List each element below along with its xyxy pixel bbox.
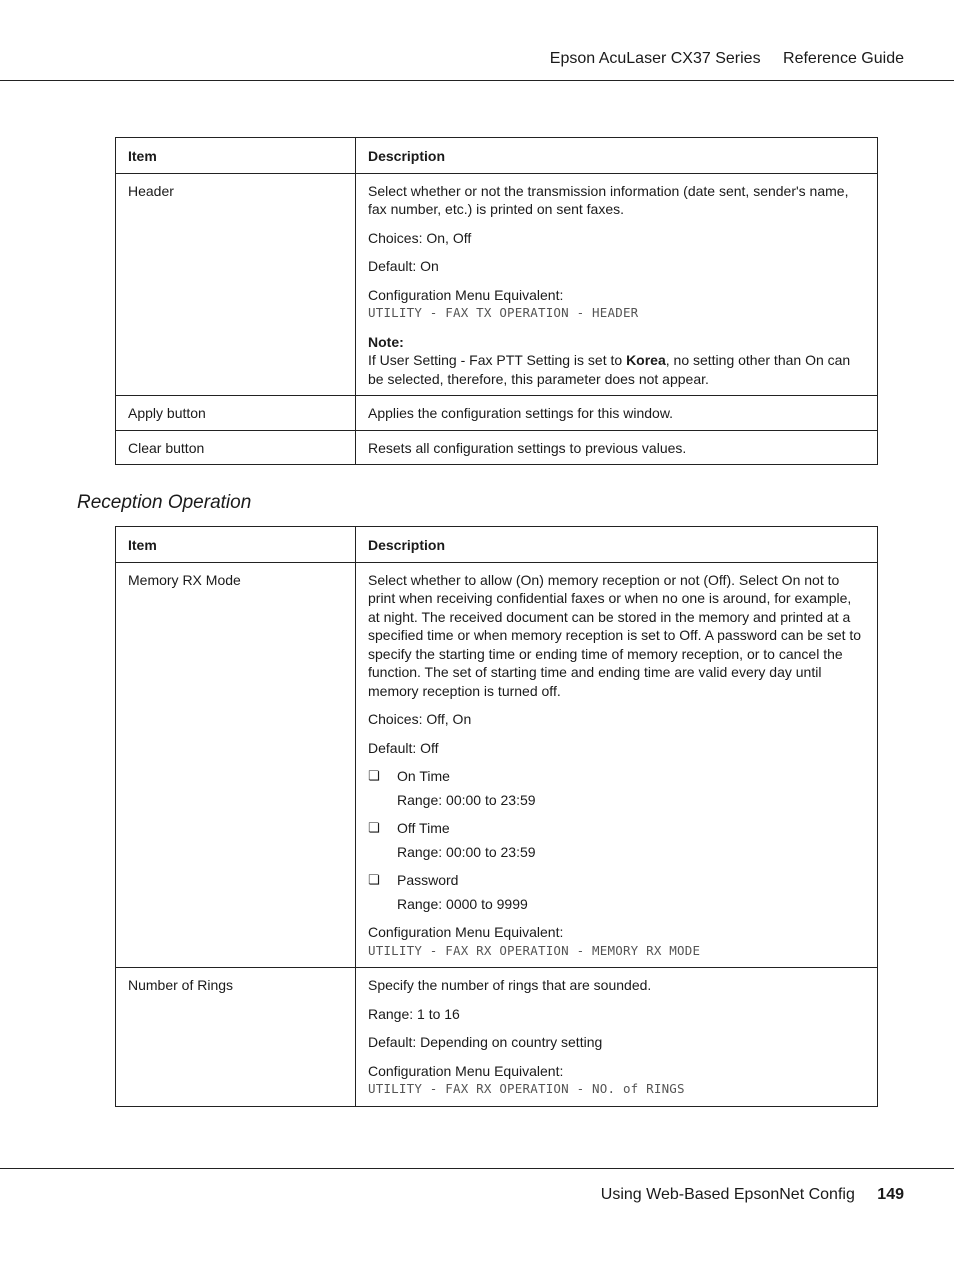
config-equivalent (368, 1062, 865, 1099)
choices-text: Choices: Off, On (368, 711, 472, 727)
default-text: Default: Off (368, 739, 439, 756)
bullet-item (368, 871, 865, 890)
table-row (116, 396, 878, 431)
running-footer (601, 1186, 904, 1204)
product-name: Epson AcuLaser CX37 Series (549, 50, 761, 67)
chapter-title: Using Web-Based EpsonNet Config (600, 1186, 855, 1203)
description-text: Specify the number of rings that are sounded. (368, 977, 652, 993)
range-text: Range: 1 to 16 (368, 1005, 460, 1022)
description-cell: Applies the configuration settings for this window. (356, 396, 878, 431)
bullet-range: Range: 00:00 to 23:59 (397, 791, 536, 808)
config-path: UTILITY - FAX RX OPERATION - MEMORY RX MODE (368, 942, 701, 958)
config-path: UTILITY - FAX RX OPERATION - NO. of RINGS (368, 1081, 685, 1096)
description-text: Select whether to allow (On) memory reception or not (Off). Select On not to print when receiving confidential faxes or when no one is around, for example, at night. The received document can be stored in the memory and printed at a specified time or when memory reception is set to Off. A password can be set to specify the starting time or ending time of memory reception, or to cancel the function. The set of starting time and ending time are valid every day until memory reception is turned off. (368, 571, 862, 699)
transmission-settings-table (115, 137, 878, 465)
table-header-row (116, 527, 878, 563)
item-cell: Number of Rings (116, 968, 356, 1107)
bullet-range: Range: 0000 to 9999 (397, 895, 528, 912)
item-cell: Header (116, 173, 356, 396)
bullet-label: Password (397, 872, 459, 888)
config-equivalent (368, 286, 865, 323)
item-cell: Apply button (116, 396, 356, 431)
page-number: 149 (877, 1186, 904, 1203)
choices-text: Choices: On, Off (368, 229, 472, 246)
table-header-row (116, 138, 878, 174)
guide-name: Reference Guide (783, 50, 904, 67)
item-cell: Memory RX Mode (116, 562, 356, 968)
description-cell: Resets all configuration settings to previous values. (356, 430, 878, 465)
table-row (116, 430, 878, 465)
description-text: Select whether or not the transmission information (date sent, sender's name, fax number, etc.) is printed on sent faxes. (368, 182, 849, 217)
description-cell (356, 562, 878, 968)
bullet-range: Range: 00:00 to 23:59 (397, 843, 536, 860)
footer-rule (0, 1168, 954, 1169)
bullet-item (368, 767, 865, 786)
note-text-post: , no setting other than On can be selected, therefore, this parameter does not appear. (368, 352, 851, 387)
table-row (116, 173, 878, 396)
column-header-item: Item (116, 527, 356, 563)
checkbox-bullet-icon: ❏ (368, 768, 380, 783)
config-label: Configuration Menu Equivalent: (368, 286, 564, 303)
note-label: Note: (368, 333, 404, 350)
checkbox-bullet-icon: ❏ (368, 872, 380, 887)
config-label: Configuration Menu Equivalent: (368, 924, 564, 940)
reception-operation-table (115, 526, 878, 1107)
table-row (116, 968, 878, 1107)
checkbox-bullet-icon: ❏ (368, 820, 380, 835)
column-header-description: Description (356, 138, 878, 174)
table-row (116, 562, 878, 968)
bullet-label: On Time (397, 768, 450, 784)
column-header-item: Item (116, 138, 356, 174)
config-path: UTILITY - FAX TX OPERATION - HEADER (368, 305, 639, 320)
note-block (368, 333, 865, 389)
config-equivalent (368, 923, 865, 960)
column-header-description: Description (356, 527, 878, 563)
note-text-bold: Korea (626, 352, 666, 368)
description-cell (356, 173, 878, 396)
item-cell: Clear button (116, 430, 356, 465)
bullet-item (368, 819, 865, 838)
default-text: Default: Depending on country setting (368, 1034, 603, 1050)
description-cell (356, 968, 878, 1107)
config-label: Configuration Menu Equivalent: (368, 1062, 564, 1079)
section-title: Reception Operation (77, 492, 252, 513)
note-text-pre: If User Setting - Fax PTT Setting is set to (368, 352, 627, 368)
header-rule (0, 80, 954, 81)
bullet-label: Off Time (397, 820, 450, 836)
running-header (550, 50, 904, 68)
default-text: Default: On (368, 258, 439, 274)
